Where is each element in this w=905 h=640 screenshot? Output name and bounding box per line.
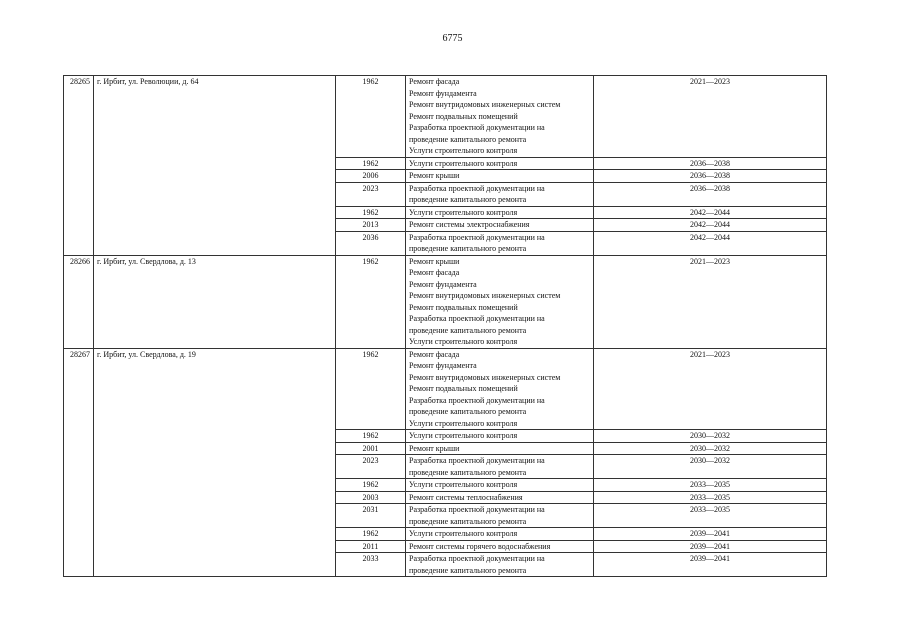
works-cell: [406, 182, 594, 206]
period-cell: 2021—2023: [594, 255, 827, 348]
year-cell: 2001: [336, 442, 406, 455]
works-cell: [406, 430, 594, 443]
period-cell: 2033—2035: [594, 504, 827, 528]
work-item: Ремонт системы теплоснабжения: [409, 492, 523, 502]
works-cell: [406, 219, 594, 232]
work-item: Ремонт фасада: [409, 268, 460, 277]
period-cell: 2039—2041: [594, 553, 827, 577]
table-row: [64, 76, 827, 158]
works-cell: [406, 255, 594, 348]
period-cell: 2030—2032: [594, 455, 827, 479]
work-item: Ремонт системы электроснабжения: [409, 220, 530, 229]
building-address-cell: г. Ирбит, ул. Революции, д. 64: [94, 76, 336, 256]
works-cell: [406, 455, 594, 479]
work-item: проведение капитального ремонта: [409, 407, 527, 416]
work-item: Ремонт крыши: [409, 171, 460, 180]
work-item: Ремонт подвальных помещений: [409, 384, 518, 393]
year-cell: 1962: [336, 255, 406, 348]
works-cell: [406, 504, 594, 528]
work-item: Разработка проектной документации на: [409, 232, 545, 242]
year-cell: 1962: [336, 528, 406, 541]
year-cell: 1962: [336, 348, 406, 430]
work-item: Услуги строительного контроля: [409, 146, 518, 155]
year-cell: 2013: [336, 219, 406, 232]
work-item: Ремонт внутридомовых инженерных систем: [409, 100, 561, 109]
work-item: Разработка проектной документации на: [409, 505, 545, 514]
period-cell: 2033—2035: [594, 479, 827, 492]
year-cell: 1962: [336, 157, 406, 170]
period-cell: 2036—2038: [594, 170, 827, 183]
work-item: проведение капитального ремонта: [409, 244, 527, 253]
period-cell: 2021—2023: [594, 76, 827, 158]
work-item: проведение капитального ремонта: [409, 565, 527, 575]
work-item: Ремонт подвальных помещений: [409, 111, 518, 121]
work-item: Услуги строительного контроля: [409, 529, 518, 538]
work-item: Услуги строительного контроля: [409, 337, 518, 346]
period-cell: 2039—2041: [594, 540, 827, 553]
period-cell: 2042—2044: [594, 219, 827, 232]
works-cell: [406, 76, 594, 158]
period-cell: 2042—2044: [594, 206, 827, 219]
works-cell: [406, 170, 594, 183]
year-cell: 2011: [336, 540, 406, 553]
work-item: Ремонт крыши: [409, 443, 460, 453]
year-cell: 1962: [336, 206, 406, 219]
period-cell: 2036—2038: [594, 182, 827, 206]
year-cell: 2003: [336, 491, 406, 504]
work-item: Услуги строительного контроля: [409, 431, 518, 440]
year-cell: 1962: [336, 430, 406, 443]
page-number: 6775: [442, 33, 463, 44]
work-item: проведение капитального ремонта: [409, 516, 527, 526]
work-item: проведение капитального ремонта: [409, 195, 527, 204]
period-cell: 2042—2044: [594, 231, 827, 255]
work-item: Ремонт фасада: [409, 349, 460, 359]
repair-schedule-table: [63, 75, 827, 577]
period-cell: 2033—2035: [594, 491, 827, 504]
work-item: Ремонт фундамента: [409, 88, 477, 98]
work-item: Разработка проектной документации на: [409, 456, 545, 465]
period-cell: 2039—2041: [594, 528, 827, 541]
work-item: Услуги строительного контроля: [409, 480, 518, 489]
work-item: Ремонт внутридомовых инженерных систем: [409, 291, 561, 300]
works-cell: [406, 528, 594, 541]
work-item: проведение капитального ремонта: [409, 325, 527, 335]
building-number-cell: 28265: [64, 76, 94, 256]
work-item: проведение капитального ремонта: [409, 467, 527, 477]
work-item: Ремонт крыши: [409, 256, 460, 266]
work-item: Разработка проектной документации на: [409, 395, 545, 405]
work-item: Услуги строительного контроля: [409, 207, 518, 217]
work-item: Услуги строительного контроля: [409, 158, 518, 168]
work-item: Разработка проектной документации на: [409, 183, 545, 193]
year-cell: 2033: [336, 553, 406, 577]
year-cell: 1962: [336, 479, 406, 492]
work-item: Ремонт подвальных помещений: [409, 302, 518, 312]
period-cell: 2021—2023: [594, 348, 827, 430]
works-cell: [406, 479, 594, 492]
year-cell: 2006: [336, 170, 406, 183]
building-number-cell: 28266: [64, 255, 94, 348]
works-cell: [406, 442, 594, 455]
period-cell: 2036—2038: [594, 157, 827, 170]
work-item: Разработка проектной документации на: [409, 554, 545, 563]
work-item: Ремонт системы горячего водоснабжения: [409, 541, 551, 551]
building-number-cell: 28267: [64, 348, 94, 577]
period-cell: 2030—2032: [594, 430, 827, 443]
work-item: Ремонт внутридомовых инженерных систем: [409, 372, 561, 382]
works-cell: [406, 206, 594, 219]
table-row: [64, 348, 827, 430]
works-cell: [406, 157, 594, 170]
table-body: [64, 76, 827, 577]
year-cell: 1962: [336, 76, 406, 158]
work-item: Услуги строительного контроля: [409, 418, 518, 428]
work-item: проведение капитального ремонта: [409, 134, 527, 144]
year-cell: 2036: [336, 231, 406, 255]
works-cell: [406, 231, 594, 255]
period-cell: 2030—2032: [594, 442, 827, 455]
work-item: Ремонт фасада: [409, 77, 460, 86]
works-cell: [406, 553, 594, 577]
building-address-cell: г. Ирбит, ул. Свердлова, д. 19: [94, 348, 336, 577]
work-item: Разработка проектной документации на: [409, 314, 545, 323]
building-address-cell: г. Ирбит, ул. Свердлова, д. 13: [94, 255, 336, 348]
works-cell: [406, 348, 594, 430]
work-item: Ремонт фундамента: [409, 279, 477, 289]
year-cell: 2031: [336, 504, 406, 528]
work-item: Ремонт фундамента: [409, 361, 477, 370]
year-cell: 2023: [336, 182, 406, 206]
works-cell: [406, 540, 594, 553]
year-cell: 2023: [336, 455, 406, 479]
work-item: Разработка проектной документации на: [409, 123, 545, 132]
table-row: [64, 255, 827, 348]
works-cell: [406, 491, 594, 504]
